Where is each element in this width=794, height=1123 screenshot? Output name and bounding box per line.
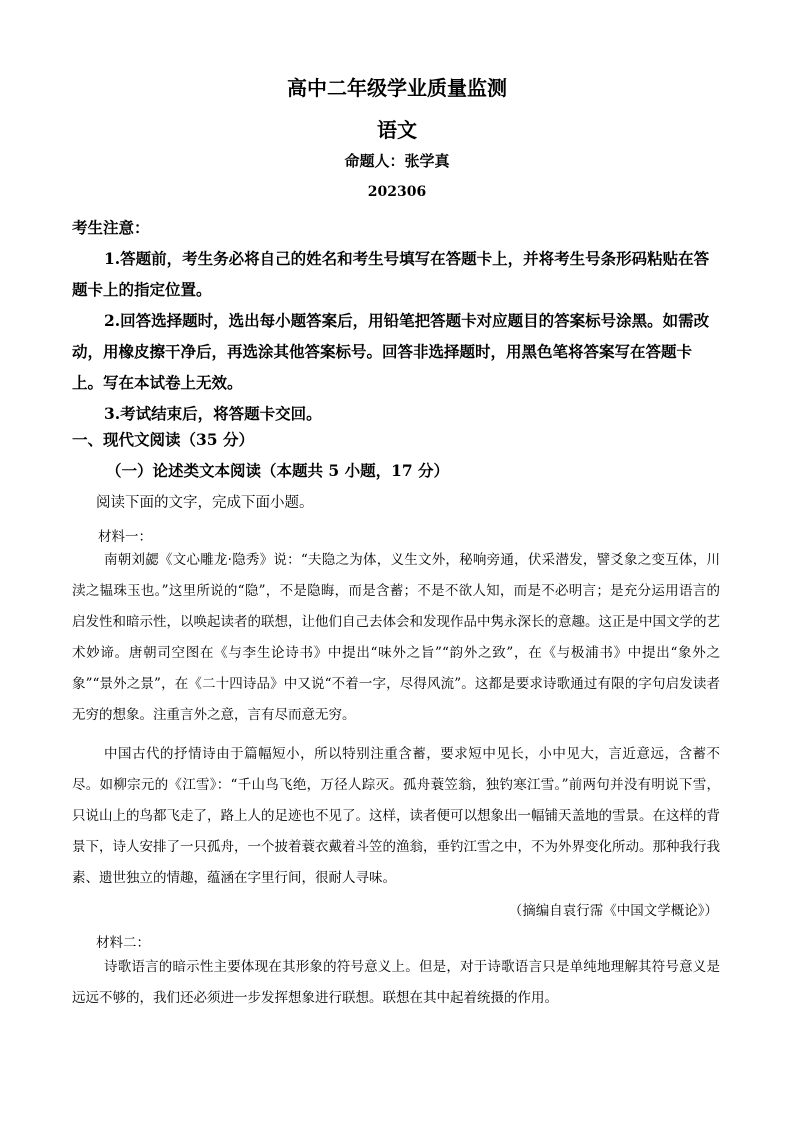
- notice-item: 2.回答选择题时，选出每小题答案后，用铅笔把答题卡对应题目的答案标号涂黑。如需改动，用橡皮擦干净后，再选涂其他答案标号。回答非选择题时，用黑色笔将答案写在答题卡上。写在本试卷上无效。: [72, 311, 710, 392]
- material-1-paragraph: 中国古代的抒情诗由于篇幅短小，所以特别注重含蓄，要求短中见长，小中见大，言近意远，含蓄不尽。如柳宗元的《江雪》：“千山鸟飞绝，万径人踪灭。孤舟蓑笠翁，独钓寒江雪。”前两句并没有明说下雪，只说山上的鸟都飞走了，路上人的足迹也不见了。这样，读者便可以想象出一幅铺天盖地的雪景。在这样的背景下，诗人安排了一只孤舟，一个披着蓑衣戴着斗笠的渔翁，垂钓江雪之中，不为外界变化所动。那种我行我素、遗世独立的情趣，蕴涵在字里行间，很耐人寻味。: [72, 746, 720, 886]
- subsection-heading: （一）论述类文本阅读（本题共 5 小题，17 分）: [106, 461, 450, 480]
- subject-title: 语文: [377, 118, 417, 142]
- exam-date: 202306: [367, 184, 427, 200]
- reading-instruction: 阅读下面的文字，完成下面小题。: [96, 495, 314, 511]
- material-1-label: 材料一：: [98, 529, 152, 545]
- notice-item: 3.考试结束后，将答题卡交回。: [104, 404, 322, 423]
- material-2-label: 材料二：: [96, 935, 150, 951]
- material-1-source: （摘编自袁行霈《中国文学概论》）: [508, 903, 718, 919]
- exam-title: 高中二年级学业质量监测: [287, 76, 507, 100]
- author-line: 命题人：张学真: [344, 152, 450, 170]
- notice-heading: 考生注意：: [72, 218, 150, 237]
- notice-item: 1.答题前，考生务必将自己的姓名和考生号填写在答题卡上，并将考生号条形码粘贴在答题卡上的指定位置。: [72, 249, 710, 299]
- material-2-paragraph: 诗歌语言的暗示性主要体现在其形象的符号意义上。但是，对于诗歌语言只是单纯地理解其符号意义是远远不够的，我们还必须进一步发挥想象进行联想。联想在其中起着统摄的作用。: [72, 959, 720, 1006]
- section-heading: 一、现代文阅读（35 分）: [72, 430, 254, 449]
- candidate-notice: [72, 212, 722, 429]
- material-1-paragraph: 南朝刘勰《文心雕龙·隐秀》说：“夫隐之为体，义生文外，秘响旁通，伏采潜发，譬爻象之变互体，川渎之韫珠玉也。”这里所说的“隐”，不是隐晦，而是含蓄；不是不欲人知，而是不必明言；是充分运用语言的启发性和暗示性，以唤起读者的联想，让他们自己去体会和发现作品中隽永深长的意趣。这正是中国文学的艺术妙谛。唐朝司空图在《与李生论诗书》中提出“味外之旨”“韵外之致”，在《与极浦书》中提出“象外之象”“景外之景”，在《二十四诗品》中又说“不着一字，尽得风流”。这都是要求诗歌通过有限的字句启发读者无穷的想象。注重言外之意，言有尽而意无穷。: [72, 552, 720, 723]
